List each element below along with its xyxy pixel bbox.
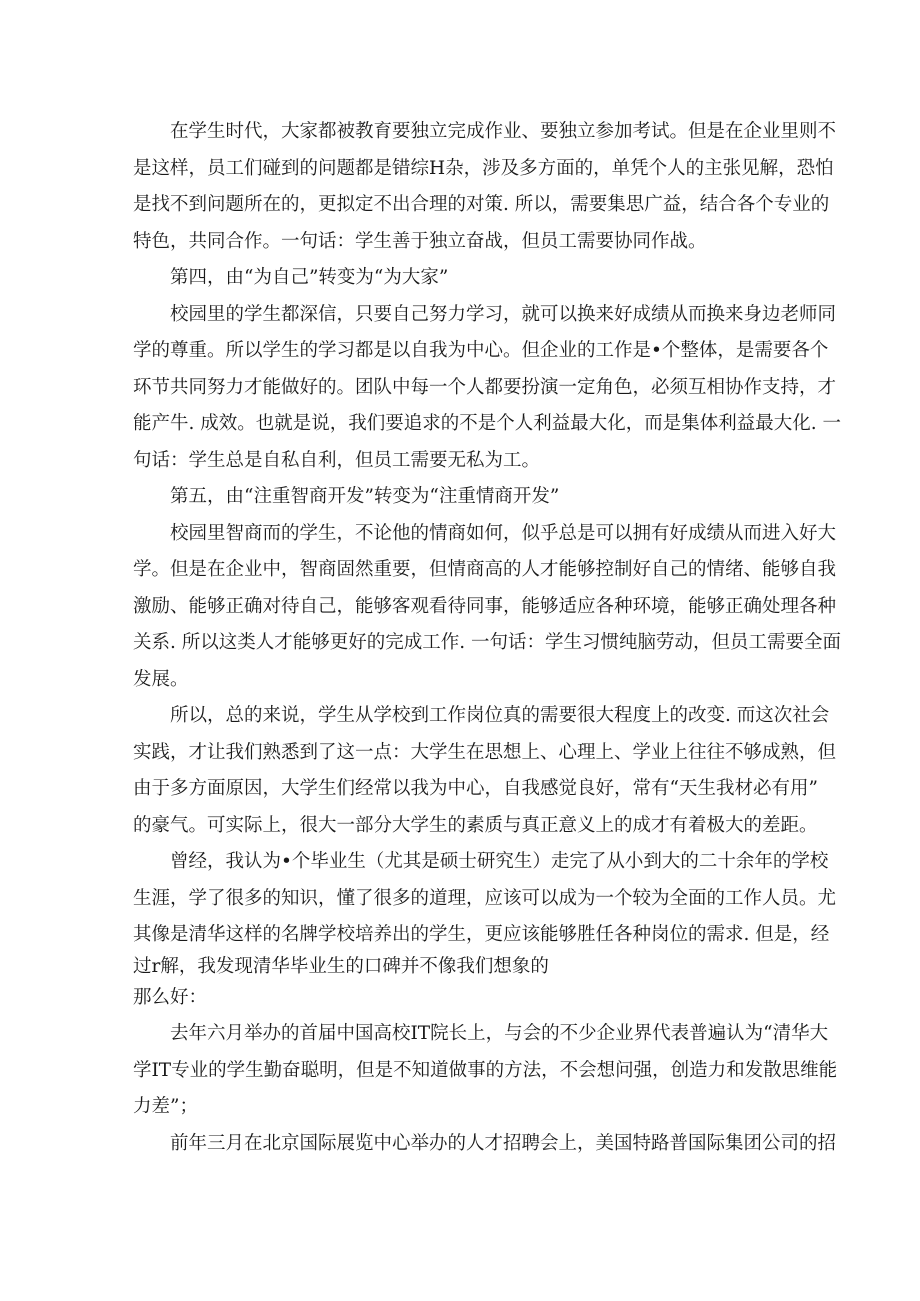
text-line: 由于多方面原因，大学生们经常以我为中心，自我感觉良好，常有“天生我材必有用” xyxy=(133,778,818,799)
text-line: 那么好： xyxy=(133,986,208,1008)
text-line: 力差”； xyxy=(133,1096,198,1117)
section-heading: 第四，由“为自己”转变为“为大家” xyxy=(170,267,449,288)
text-line: 实践，才让我们熟悉到了这一点：大学生在思想上、心理上、学业上往往不够成熟，但 xyxy=(133,741,837,763)
text-line: 环节共同努力才能做好的。团队中每一个人都要扮演一定角色，必须互相协作支持，才 xyxy=(133,376,837,398)
section-heading: 第五，由“注重智商开发”转变为“注重情商开发” xyxy=(170,486,560,507)
text-line: 学。但是在企业中，智商固然重要，但情商高的人才能够控制好自己的情绪、能够自我 xyxy=(133,559,837,580)
text-line: 是这样，员工们碰到的问题都是错综H杂，涉及多方面的，单凭个人的主张见解，恐怕 xyxy=(133,157,834,179)
text-line: 学的尊重。所以学生的学习都是以自我为中心。但企业的工作是•个整体，是需要各个 xyxy=(133,340,829,361)
text-line: 的豪气。可实际上，很大一部分大学生的素质与真正意义上的成才有着极大的差距。 xyxy=(133,814,818,836)
text-line: 特色，共同合作。一句话：学生善于独立奋战，但员工需要协同作战。 xyxy=(133,230,707,252)
text-line: 学IT专业的学生勤奋聪明，但是不知道做事的方法，不会想问强，创造力和发散思维能 xyxy=(133,1059,838,1081)
text-line: 校园里的学生都深信，只要自己努力学习，就可以换来好成绩从而换来身边老师同 xyxy=(170,303,837,325)
text-line: 所以，总的来说，学生从学校到工作岗位真的需要很大程度上的改变. 而这次社会 xyxy=(170,705,830,726)
text-line: 关系. 所以这类人才能够更好的完成工作. 一句话：学生习惯纯脑劳动，但员工需要全面 xyxy=(133,632,842,653)
text-line: 是找不到问题所在的，更拟定不出合理的对策. 所以，需要集思广益，结合各个专业的 xyxy=(133,194,830,215)
body-text xyxy=(133,114,842,1162)
text-line: 激励、能够正确对待自己，能够客观看待同事，能够适应各种环境，能够正确处理各种 xyxy=(133,595,837,617)
text-line: 生涯，学了很多的知识，懂了很多的道理，应该可以成为一个较为全面的工作人员。尤 xyxy=(133,887,837,909)
text-line: 去年六月举办的首届中国高校IT院长上，与会的不少企业界代表普遍认为“清华大 xyxy=(170,1023,829,1044)
text-line: 曾经，我认为•个毕业生（尤其是硕士研究生）走完了从小到大的二十余年的学校 xyxy=(170,851,829,872)
text-line: 能产牛. 成效。也就是说，我们要追求的不是个人利益最大化，而是集体利益最大化. 一 xyxy=(133,413,842,434)
text-line: 校园里智商而的学生，不论他的情商如何，似乎总是可以拥有好成绩从而进入好大 xyxy=(170,522,837,544)
text-line: 过r解，我发现清华毕业生的口碑并不像我们想象的 xyxy=(133,955,549,977)
text-line: 句话：学生总是自私自利，但员工需要无私为工。 xyxy=(133,449,541,471)
text-line: 前年三月在北京国际展览中心举办的人才招聘会上，美国特路普国际集团公司的招 xyxy=(170,1132,837,1154)
text-line: 在学生时代，大家都被教育要独立完成作业、要独立参加考试。但是在企业里则不 xyxy=(170,121,837,142)
text-line: 发展。 xyxy=(133,668,189,690)
text-line: 其像是清华这样的名牌学校培养出的学生，更应该能够胜任各种岗位的需求. 但是，经 xyxy=(133,924,830,945)
